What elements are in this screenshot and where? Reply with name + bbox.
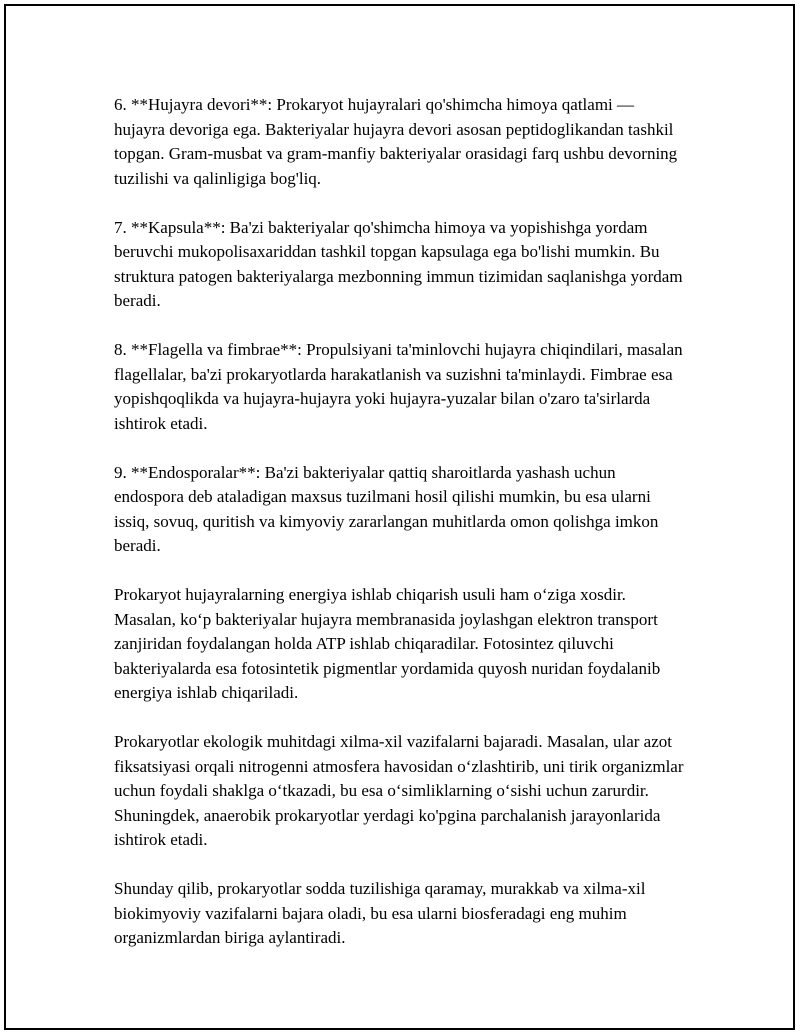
- paragraph-capsule: 7. **Kapsula**: Ba'zi bakteriyalar qo'shimcha himoya va yopishishga yordam beruvchi mukopolisaxariddan tashkil topgan kapsulaga ega bo'lishi mumkin. Bu struktura patogen bakteriyalarga mezbonning immun tizimidan saqlanishga yordam beradi.: [114, 217, 683, 310]
- document-body: [114, 93, 686, 975]
- paragraph-energy: Prokaryot hujayralarning energiya ishlab chiqarish usuli ham o‘ziga xosdir. Masalan, ko‘p bakteriyalar hujayra membranasida joylashgan elektron transport zanjiridan foydalangan holda ATP ishlab chiqaradilar. Fotosintez qiluvchi bakteriyalarda esa fotosintetik pigmentlar yordamida quyosh nuridan foydalanib energiya ishlab chiqariladi.: [114, 585, 661, 702]
- paragraph-endospores: 9. **Endosporalar**: Ba'zi bakteriyalar qattiq sharoitlarda yashash uchun endospora deb ataladigan maxsus tuzilmani hosil qilishi mumkin, bu esa ularni issiq, sovuq, quritish va kimyoviy zararlangan muhitlarda omon qolishga imkon beradi.: [114, 462, 659, 555]
- paragraph-cell-wall: 6. **Hujayra devori**: Prokaryot hujayralari qo'shimcha himoya qatlami — hujayra devoriga ega. Bakteriyalar hujayra devori asosan peptidoglikandan tashkil topgan. Gram-musbat va gram-manfiy bakteriyalar orasidagi farq ushbu devorning tuzilishi va qalinligiga bog'liq.: [114, 95, 678, 188]
- paragraph-conclusion: Shunday qilib, prokaryotlar sodda tuzilishiga qaramay, murakkab va xilma-xil biokimyoviy vazifalarni bajara oladi, bu esa ularni biosferadagi eng muhim organizmlardan biriga aylantiradi.: [114, 879, 646, 947]
- paragraph-flagella: 8. **Flagella va fimbrae**: Propulsiyani ta'minlovchi hujayra chiqindilari, masalan flagellalar, ba'zi prokaryotlarda harakatlanish va suzishni ta'minlaydi. Fimbrae esa yopishqoqlikda va hujayra-hujayra yoki hujayra-yuzalar bilan o'zaro ta'sirlarda ishtirok etadi.: [114, 340, 683, 433]
- paragraph-ecology: Prokaryotlar ekologik muhitdagi xilma-xil vazifalarni bajaradi. Masalan, ular azot fiksatsiyasi orqali nitrogenni atmosfera havosidan o‘zlashtirib, uni tirik organizmlar uchun foydali shaklga o‘tkazadi, bu esa o‘simliklarning o‘sishi uchun zarurdir. Shuningdek, anaerobik prokaryotlar yerdagi ko'pgina parchalanish jarayonlarida ishtirok etadi.: [114, 732, 684, 849]
